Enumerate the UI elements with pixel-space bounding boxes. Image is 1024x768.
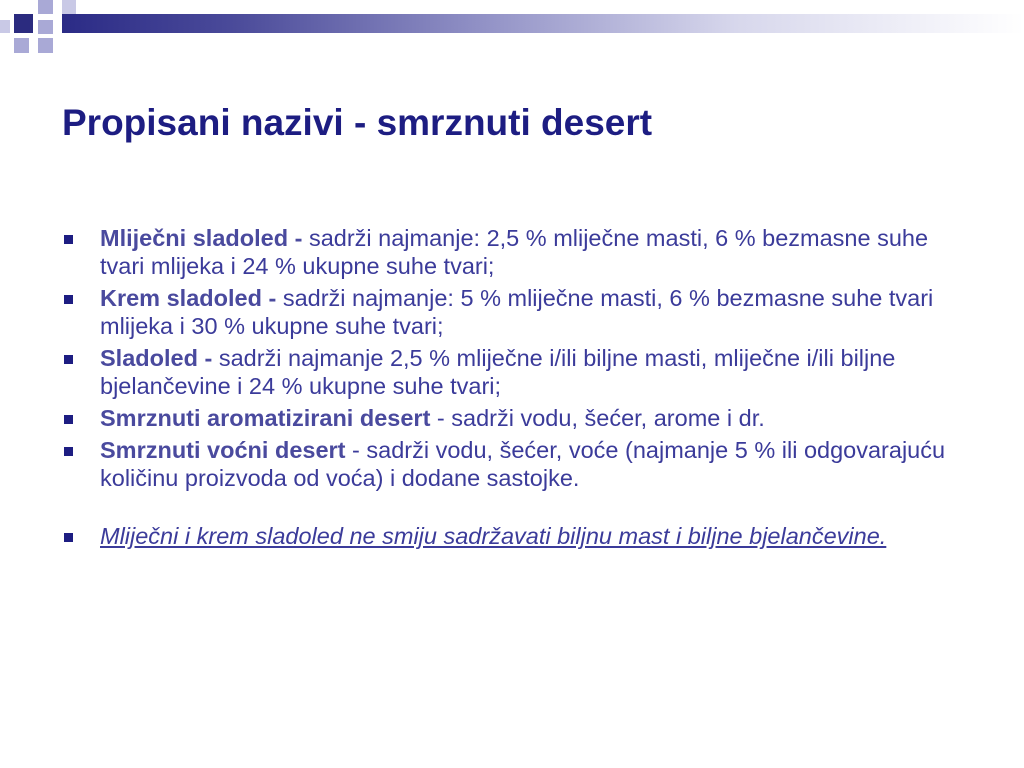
square-bullet-icon	[64, 295, 73, 304]
list-item	[62, 436, 962, 492]
header-square-light-2	[14, 38, 29, 53]
list-item	[62, 224, 962, 280]
square-bullet-icon	[64, 355, 73, 364]
item-text: sadrži najmanje: 5 % mliječne masti, 6 % bezmasne suhe tvari mlijeka i 30 % ukupne suhe tvari;	[100, 285, 934, 339]
item-text: sadrži najmanje 2,5 % mliječne i/ili biljne masti, mliječne i/ili biljne bjelančevine i 24 % ukupne suhe tvari;	[100, 345, 896, 399]
item-term: Mliječni sladoled -	[100, 225, 309, 251]
header-square-pale-2	[0, 20, 10, 33]
header-square-pale-1	[62, 0, 76, 14]
item-text: - sadrži vodu, šećer, voće (najmanje 5 % ili odgovarajuću količinu proizvoda od voća) i dodane sastojke.	[100, 437, 946, 491]
item-text: - sadrži vodu, šećer, arome i dr.	[430, 405, 765, 431]
list-item	[62, 404, 962, 432]
header-square-dark-1	[14, 14, 33, 33]
header-square-light-1	[38, 0, 53, 14]
note-text: Mliječni i krem sladoled ne smiju sadržavati biljnu mast i biljne bjelančevine.	[100, 523, 887, 549]
note-item	[62, 522, 962, 550]
list-item	[62, 284, 962, 340]
bullet-list	[62, 224, 962, 554]
slide-title: Propisani nazivi - smrznuti desert	[62, 102, 653, 143]
item-text: sadrži najmanje: 2,5 % mliječne masti, 6 % bezmasne suhe tvari mlijeka i 24 % ukupne suhe tvari;	[100, 225, 929, 279]
item-term: Krem sladoled -	[100, 285, 283, 311]
list-item	[62, 344, 962, 400]
header-square-light-3	[38, 38, 53, 53]
header-gradient-bar	[62, 14, 1024, 33]
item-term: Smrznuti voćni desert	[100, 437, 346, 463]
header-square-light-4	[38, 20, 53, 34]
item-term: Smrznuti aromatizirani desert	[100, 405, 431, 431]
square-bullet-icon	[64, 533, 73, 542]
square-bullet-icon	[64, 415, 73, 424]
square-bullet-icon	[64, 447, 73, 456]
square-bullet-icon	[64, 235, 73, 244]
item-term: Sladoled -	[100, 345, 219, 371]
